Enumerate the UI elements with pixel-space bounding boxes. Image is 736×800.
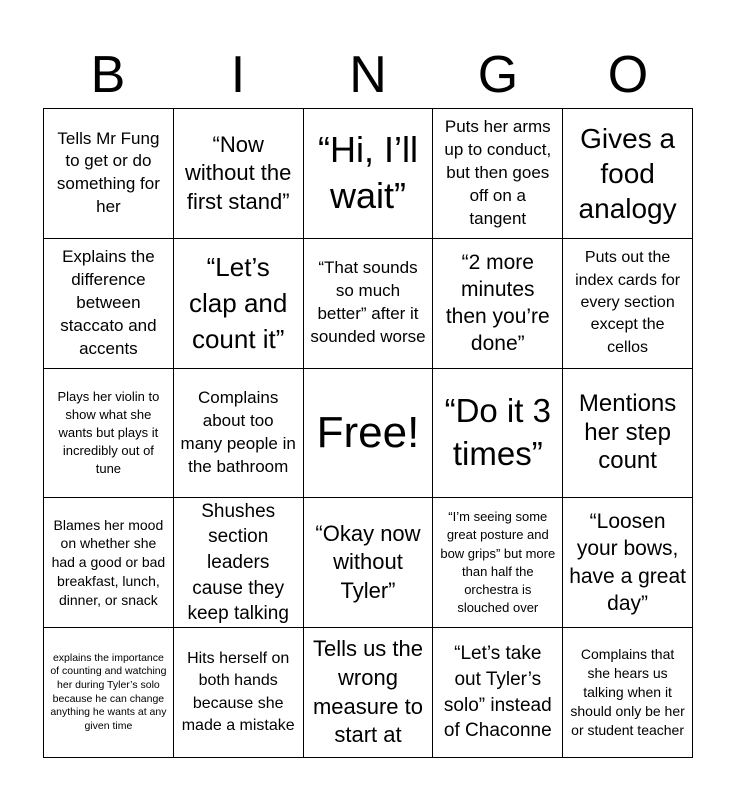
- cell-text: Puts out the index cards for every section except the cellos: [575, 249, 681, 356]
- bingo-cell[interactable]: [433, 239, 563, 369]
- cell-text: Puts her arms up to conduct, but then goes off on a tangent: [444, 117, 552, 228]
- header-letter-i: I: [230, 46, 246, 104]
- cell-text: explains the importance of counting and watching her during Tyler’s solo because he can change anything he wants at any given time: [50, 651, 167, 732]
- cell-text: “Okay now without Tyler”: [315, 520, 421, 604]
- bingo-cell[interactable]: [563, 628, 693, 758]
- bingo-cell[interactable]: [44, 498, 174, 628]
- bingo-cell[interactable]: [563, 369, 693, 499]
- cell-text: Blames her mood on whether she had a good or bad breakfast, lunch, dinner, or snack: [51, 516, 166, 609]
- bingo-header: [43, 44, 693, 106]
- bingo-cell[interactable]: [174, 498, 304, 628]
- bingo-cell[interactable]: [174, 109, 304, 239]
- bingo-cell[interactable]: [44, 628, 174, 758]
- bingo-cell[interactable]: [304, 239, 434, 369]
- cell-text: “Let’s clap and count it”: [189, 251, 288, 355]
- cell-text: “Let’s take out Tyler’s solo” instead of Chaconne: [443, 643, 552, 742]
- free-space[interactable]: [304, 369, 434, 499]
- cell-text: “Hi, I’ll wait”: [318, 128, 418, 217]
- bingo-cell[interactable]: [433, 628, 563, 758]
- cell-text: Explains the difference between staccato and accents: [60, 246, 157, 358]
- cell-text: Hits herself on both hands because she made a mistake: [181, 649, 295, 734]
- bingo-cell[interactable]: [433, 109, 563, 239]
- bingo-cell[interactable]: [44, 109, 174, 239]
- cell-text: Tells Mr Fung to get or do something for her: [56, 128, 160, 217]
- bingo-cell[interactable]: [304, 498, 434, 628]
- header-letter-b: B: [90, 46, 126, 104]
- cell-text: “Do it 3 times”: [444, 392, 551, 472]
- cell-text: Gives a food analogy: [578, 122, 677, 224]
- bingo-cell[interactable]: [174, 239, 304, 369]
- bingo-cell[interactable]: [433, 369, 563, 499]
- cell-text: Complains about too many people in the bathroom: [180, 388, 296, 476]
- cell-text: “Loosen your bows, have a great day”: [569, 510, 686, 616]
- bingo-cell[interactable]: [563, 239, 693, 369]
- bingo-cell[interactable]: [174, 369, 304, 499]
- bingo-board: [43, 108, 693, 758]
- header-letter-n: N: [349, 46, 387, 104]
- cell-text: Shushes section leaders cause they keep talking: [187, 500, 289, 625]
- cell-text: “I’m seeing some great posture and bow grips” but more than half the orchestra is slouched over: [440, 509, 556, 616]
- cell-text: Free!: [316, 407, 420, 457]
- cell-text: Tells us the wrong measure to start at: [312, 636, 424, 748]
- bingo-cell[interactable]: [433, 498, 563, 628]
- bingo-cell[interactable]: [174, 628, 304, 758]
- bingo-cell[interactable]: [563, 109, 693, 239]
- header-letter-g: G: [477, 46, 519, 104]
- cell-text: “That sounds so much better” after it sounded worse: [310, 258, 426, 347]
- bingo-cell[interactable]: [44, 369, 174, 499]
- bingo-cell[interactable]: [304, 109, 434, 239]
- cell-text: Complains that she hears us talking when it should only be her or student teacher: [570, 646, 685, 738]
- bingo-cell[interactable]: [563, 498, 693, 628]
- cell-text: Plays her violin to show what she wants but plays it incredibly out of tune: [57, 388, 160, 477]
- cell-text: Mentions her step count: [578, 389, 677, 475]
- bingo-cell[interactable]: [44, 239, 174, 369]
- cell-text: “Now without the first stand”: [184, 131, 292, 214]
- header-letter-o: O: [607, 46, 649, 104]
- cell-text: “2 more minutes then you’re done”: [445, 250, 550, 356]
- bingo-cell[interactable]: [304, 628, 434, 758]
